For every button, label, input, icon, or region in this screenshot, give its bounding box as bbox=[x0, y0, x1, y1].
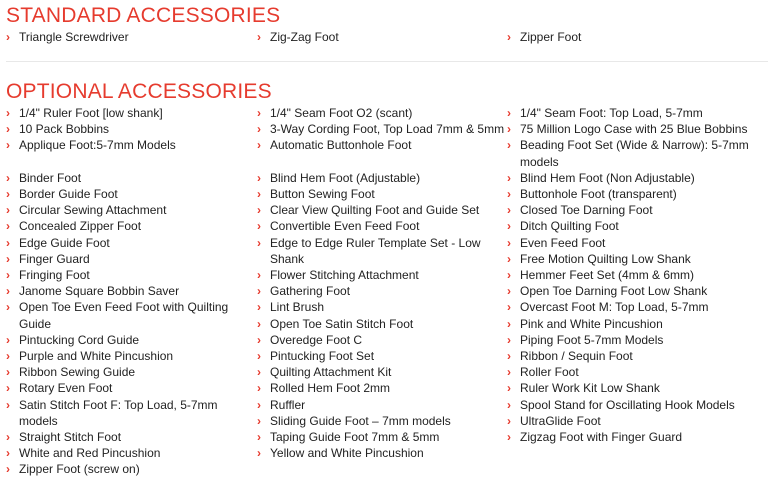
accessory-list-item bbox=[6, 348, 256, 364]
chevron-right-icon: › bbox=[507, 316, 511, 331]
accessory-name: Pintucking Foot Set bbox=[270, 349, 375, 364]
accessory-name: Piping Foot 5-7mm Models bbox=[520, 332, 664, 347]
accessory-name: Overedge Foot C bbox=[270, 332, 363, 347]
accessory-list-item bbox=[6, 170, 256, 186]
accessory-name: Triangle Screwdriver bbox=[19, 30, 129, 44]
accessory-name: Fringing Foot bbox=[19, 268, 90, 283]
chevron-right-icon: › bbox=[257, 430, 261, 445]
chevron-right-icon: › bbox=[6, 349, 10, 364]
accessory-list-item bbox=[507, 348, 772, 364]
accessory-list-item bbox=[6, 137, 256, 153]
chevron-right-icon: › bbox=[257, 446, 261, 461]
chevron-right-icon: › bbox=[507, 30, 511, 44]
chevron-right-icon: › bbox=[507, 332, 511, 347]
chevron-right-icon: › bbox=[6, 268, 10, 283]
accessory-name: Border Guide Foot bbox=[19, 187, 118, 201]
chevron-right-icon: › bbox=[257, 219, 261, 234]
chevron-right-icon: › bbox=[507, 381, 511, 396]
accessory-list-item bbox=[257, 299, 506, 315]
accessory-list-item bbox=[257, 316, 506, 332]
accessory-list-item bbox=[507, 397, 772, 413]
accessory-name: 3-Way Cording Foot, Top Load 7mm & 5mm bbox=[270, 122, 505, 137]
chevron-right-icon: › bbox=[6, 430, 10, 445]
accessory-name: 10 Pack Bobbins bbox=[19, 122, 110, 137]
accessory-list-item bbox=[6, 299, 256, 331]
accessory-name: Buttonhole Foot (transparent) bbox=[520, 187, 677, 202]
optional-list-column-2 bbox=[257, 105, 506, 461]
chevron-right-icon: › bbox=[6, 332, 10, 347]
accessory-name: 1/4" Ruler Foot [low shank] bbox=[19, 106, 163, 120]
accessory-name: Closed Toe Darning Foot bbox=[520, 203, 653, 218]
chevron-right-icon: › bbox=[257, 203, 261, 218]
accessory-name: Even Feed Foot bbox=[520, 235, 606, 250]
chevron-right-icon: › bbox=[507, 268, 511, 283]
accessory-list-item bbox=[507, 202, 772, 218]
chevron-right-icon: › bbox=[6, 170, 10, 185]
accessory-name: Rolled Hem Foot 2mm bbox=[270, 381, 391, 396]
chevron-right-icon: › bbox=[507, 349, 511, 364]
chevron-right-icon: › bbox=[257, 332, 261, 347]
chevron-right-icon: › bbox=[257, 122, 261, 137]
accessory-list-item bbox=[6, 29, 256, 45]
section-divider bbox=[6, 61, 768, 62]
chevron-right-icon: › bbox=[257, 138, 261, 153]
accessory-name: Taping Guide Foot 7mm & 5mm bbox=[270, 430, 440, 445]
chevron-right-icon: › bbox=[6, 381, 10, 396]
accessory-list-item bbox=[257, 413, 506, 429]
standard-accessories-heading: STANDARD ACCESSORIES bbox=[6, 4, 281, 27]
accessory-name: Open Toe Even Feed Foot with Quilting Guide bbox=[19, 300, 229, 331]
accessory-list-item bbox=[6, 202, 256, 218]
chevron-right-icon: › bbox=[507, 365, 511, 380]
chevron-right-icon: › bbox=[257, 397, 261, 412]
accessory-name: Lint Brush bbox=[270, 300, 325, 315]
accessory-list-item bbox=[507, 121, 772, 137]
chevron-right-icon: › bbox=[6, 300, 10, 315]
accessory-list-item bbox=[507, 218, 772, 234]
accessory-name: Binder Foot bbox=[19, 170, 82, 185]
accessory-name: Clear View Quilting Foot and Guide Set bbox=[270, 203, 480, 218]
accessory-name: Roller Foot bbox=[520, 365, 579, 380]
accessory-list-item bbox=[257, 429, 506, 445]
accessory-name: Satin Stitch Foot F: Top Load, 5-7mm models bbox=[19, 397, 218, 428]
list-spacer bbox=[6, 154, 256, 170]
accessory-list-item bbox=[507, 267, 772, 283]
chevron-right-icon: › bbox=[6, 106, 10, 120]
accessory-name: Ribbon / Sequin Foot bbox=[520, 349, 633, 364]
accessory-name: 75 Million Logo Case with 25 Blue Bobbins bbox=[520, 122, 748, 137]
accessory-list-item bbox=[6, 235, 256, 251]
accessory-name: Open Toe Darning Foot Low Shank bbox=[520, 284, 708, 299]
accessory-name: Purple and White Pincushion bbox=[19, 349, 174, 364]
accessory-name: Concealed Zipper Foot bbox=[19, 219, 142, 234]
accessory-list-item bbox=[6, 445, 256, 461]
optional-list-column-3 bbox=[507, 105, 772, 445]
accessory-list-item bbox=[507, 105, 772, 121]
chevron-right-icon: › bbox=[257, 235, 261, 250]
optional-accessories-heading: OPTIONAL ACCESSORIES bbox=[6, 80, 272, 103]
accessory-name: Ruler Work Kit Low Shank bbox=[520, 381, 660, 396]
chevron-right-icon: › bbox=[507, 430, 511, 445]
accessory-name: Finger Guard bbox=[19, 251, 90, 266]
accessory-name: Ditch Quilting Foot bbox=[520, 219, 619, 234]
accessory-name: Zig-Zag Foot bbox=[270, 30, 339, 44]
accessory-list-item bbox=[507, 429, 772, 445]
accessory-name: Circular Sewing Attachment bbox=[19, 203, 167, 218]
accessory-name: Pintucking Cord Guide bbox=[19, 332, 140, 347]
accessory-name: Rotary Even Foot bbox=[19, 381, 113, 396]
accessory-list-item bbox=[507, 316, 772, 332]
chevron-right-icon: › bbox=[257, 349, 261, 364]
accessory-list-item bbox=[6, 105, 256, 121]
accessory-name: Flower Stitching Attachment bbox=[270, 268, 419, 283]
accessory-list-item bbox=[257, 283, 506, 299]
accessory-list-item bbox=[257, 186, 506, 202]
accessory-list-item bbox=[6, 380, 256, 396]
chevron-right-icon: › bbox=[257, 365, 261, 380]
chevron-right-icon: › bbox=[257, 187, 261, 201]
chevron-right-icon: › bbox=[257, 30, 261, 44]
standard-list-column-2 bbox=[257, 29, 506, 45]
accessory-list-item bbox=[6, 218, 256, 234]
accessory-name: Blind Hem Foot (Adjustable) bbox=[270, 170, 421, 185]
chevron-right-icon: › bbox=[257, 381, 261, 396]
chevron-right-icon: › bbox=[507, 203, 511, 218]
accessory-name: Blind Hem Foot (Non Adjustable) bbox=[520, 170, 695, 185]
accessory-name: Zipper Foot bbox=[520, 30, 582, 44]
chevron-right-icon: › bbox=[6, 30, 10, 44]
chevron-right-icon: › bbox=[257, 106, 261, 120]
accessory-list-item bbox=[6, 461, 256, 477]
accessory-list-item bbox=[257, 445, 506, 461]
accessory-list-item bbox=[507, 299, 772, 315]
accessory-name: Convertible Even Feed Foot bbox=[270, 219, 420, 234]
chevron-right-icon: › bbox=[6, 187, 10, 201]
accessory-list-item bbox=[257, 348, 506, 364]
chevron-right-icon: › bbox=[507, 122, 511, 137]
accessory-name: Zipper Foot (screw on) bbox=[19, 462, 140, 477]
accessory-list-item bbox=[6, 332, 256, 348]
accessory-name: Janome Square Bobbin Saver bbox=[19, 284, 180, 299]
accessory-list-item bbox=[507, 170, 772, 186]
accessory-name: Ruffler bbox=[270, 397, 306, 412]
accessory-list-item bbox=[6, 186, 256, 202]
accessory-name: Open Toe Satin Stitch Foot bbox=[270, 316, 414, 331]
accessory-list-item bbox=[6, 364, 256, 380]
chevron-right-icon: › bbox=[507, 187, 511, 202]
chevron-right-icon: › bbox=[507, 106, 511, 120]
accessory-list-item bbox=[257, 397, 506, 413]
chevron-right-icon: › bbox=[257, 316, 261, 331]
standard-list-column-1 bbox=[6, 29, 256, 45]
accessory-list-item bbox=[257, 121, 506, 137]
accessory-list-item bbox=[507, 235, 772, 251]
chevron-right-icon: › bbox=[507, 413, 511, 428]
chevron-right-icon: › bbox=[257, 170, 261, 185]
accessory-name: 1/4" Seam Foot: Top Load, 5-7mm bbox=[520, 106, 703, 120]
accessory-name: Free Motion Quilting Low Shank bbox=[520, 251, 691, 266]
chevron-right-icon: › bbox=[6, 219, 10, 234]
chevron-right-icon: › bbox=[257, 300, 261, 315]
accessory-name: Beading Foot Set (Wide & Narrow): 5-7mm models bbox=[520, 138, 749, 169]
chevron-right-icon: › bbox=[6, 284, 10, 299]
accessory-list-item bbox=[257, 235, 506, 267]
accessory-list-item bbox=[257, 218, 506, 234]
accessory-name: Edge to Edge Ruler Template Set - Low Shank bbox=[270, 235, 481, 266]
accessory-name: Button Sewing Foot bbox=[270, 187, 375, 201]
chevron-right-icon: › bbox=[6, 138, 10, 153]
accessory-list-item bbox=[257, 267, 506, 283]
chevron-right-icon: › bbox=[507, 235, 511, 250]
chevron-right-icon: › bbox=[507, 138, 511, 153]
accessory-list-item bbox=[507, 137, 772, 169]
optional-list-column-1 bbox=[6, 105, 256, 478]
accessory-list-item bbox=[507, 332, 772, 348]
accessory-list-item bbox=[6, 397, 256, 429]
accessory-list-item bbox=[6, 429, 256, 445]
chevron-right-icon: › bbox=[507, 251, 511, 266]
accessory-list-item bbox=[257, 29, 506, 45]
accessory-name: Hemmer Feet Set (4mm & 6mm) bbox=[520, 268, 695, 283]
chevron-right-icon: › bbox=[6, 235, 10, 250]
accessory-name: UltraGlide Foot bbox=[520, 413, 601, 428]
accessory-name: Gathering Foot bbox=[270, 284, 351, 299]
chevron-right-icon: › bbox=[6, 365, 10, 380]
chevron-right-icon: › bbox=[507, 170, 511, 185]
chevron-right-icon: › bbox=[507, 300, 511, 315]
chevron-right-icon: › bbox=[257, 268, 261, 283]
chevron-right-icon: › bbox=[507, 219, 511, 234]
chevron-right-icon: › bbox=[6, 203, 10, 218]
accessory-name: Quilting Attachment Kit bbox=[270, 365, 392, 380]
chevron-right-icon: › bbox=[507, 397, 511, 412]
accessory-list-item bbox=[257, 202, 506, 218]
accessory-name: Yellow and White Pincushion bbox=[270, 446, 424, 461]
chevron-right-icon: › bbox=[257, 413, 261, 428]
chevron-right-icon: › bbox=[507, 284, 511, 299]
chevron-right-icon: › bbox=[6, 397, 10, 412]
accessory-list-item bbox=[507, 29, 772, 45]
accessory-list-item bbox=[6, 121, 256, 137]
standard-list-column-3 bbox=[507, 29, 772, 45]
accessory-list-item bbox=[257, 170, 506, 186]
chevron-right-icon: › bbox=[257, 284, 261, 299]
accessory-list-item bbox=[257, 380, 506, 396]
accessory-list-item bbox=[6, 283, 256, 299]
accessory-name: Applique Foot:5-7mm Models bbox=[19, 138, 176, 153]
accessory-list-item bbox=[257, 137, 506, 153]
accessory-list-item bbox=[6, 251, 256, 267]
accessory-name: 1/4" Seam Foot O2 (scant) bbox=[270, 106, 413, 120]
accessory-list-item bbox=[257, 332, 506, 348]
chevron-right-icon: › bbox=[6, 251, 10, 266]
accessory-name: Sliding Guide Foot – 7mm models bbox=[270, 413, 451, 428]
accessory-name: White and Red Pincushion bbox=[19, 446, 161, 461]
accessory-name: Edge Guide Foot bbox=[19, 235, 110, 250]
chevron-right-icon: › bbox=[6, 122, 10, 137]
accessory-list-item bbox=[507, 380, 772, 396]
accessory-list-item bbox=[507, 251, 772, 267]
accessory-name: Overcast Foot M: Top Load, 5-7mm bbox=[520, 300, 709, 315]
accessory-name: Automatic Buttonhole Foot bbox=[270, 138, 412, 153]
chevron-right-icon: › bbox=[6, 462, 10, 477]
accessory-list-item bbox=[6, 267, 256, 283]
accessory-list-item bbox=[507, 186, 772, 202]
accessory-list-item bbox=[507, 364, 772, 380]
list-spacer bbox=[257, 154, 506, 170]
accessory-list-item bbox=[257, 105, 506, 121]
accessory-name: Pink and White Pincushion bbox=[520, 316, 663, 331]
accessory-name: Ribbon Sewing Guide bbox=[19, 365, 136, 380]
accessory-list-item bbox=[507, 413, 772, 429]
accessory-name: Zigzag Foot with Finger Guard bbox=[520, 430, 683, 445]
accessory-name: Spool Stand for Oscillating Hook Models bbox=[520, 397, 735, 412]
accessory-list-item bbox=[507, 283, 772, 299]
chevron-right-icon: › bbox=[6, 446, 10, 461]
accessory-list-item bbox=[257, 364, 506, 380]
accessory-name: Straight Stitch Foot bbox=[19, 430, 122, 445]
